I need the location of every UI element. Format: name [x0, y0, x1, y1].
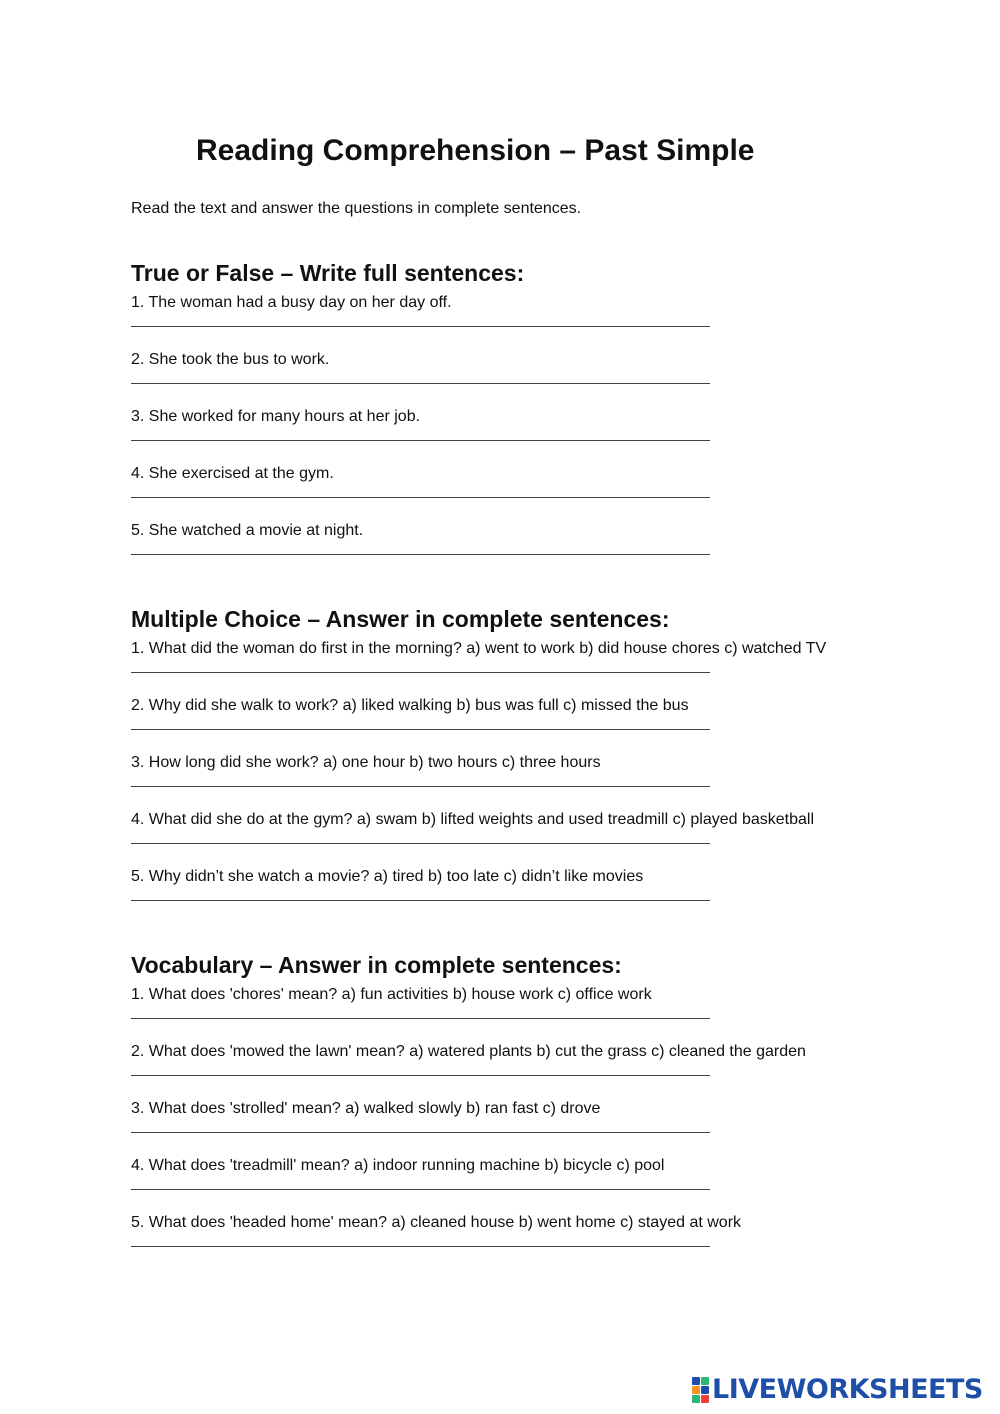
answer-input[interactable]	[131, 900, 710, 901]
question-item	[131, 1156, 911, 1213]
logo-icon-cell	[692, 1377, 700, 1385]
answer-input[interactable]	[131, 672, 710, 673]
section-multiple-choice	[131, 603, 911, 924]
answer-input[interactable]	[131, 786, 710, 787]
question-item	[131, 293, 911, 350]
question-item	[131, 1042, 911, 1099]
answer-input[interactable]	[131, 1132, 710, 1133]
question-text: 3. She worked for many hours at her job.	[131, 408, 421, 425]
question-item	[131, 985, 911, 1042]
question-item	[131, 1213, 911, 1270]
question-text: 4. What does 'treadmill' mean? a) indoor running machine b) bicycle c) pool	[131, 1157, 665, 1174]
answer-input[interactable]	[131, 554, 710, 555]
question-text: 2. Why did she walk to work? a) liked walking b) bus was full c) missed the bus	[131, 697, 689, 714]
question-item	[131, 696, 911, 753]
liveworksheets-logo-icon	[692, 1377, 709, 1403]
logo-icon-cell	[701, 1377, 709, 1385]
question-item	[131, 521, 911, 578]
section-heading: Vocabulary – Answer in complete sentences:	[131, 952, 622, 978]
question-text: 2. What does 'mowed the lawn' mean? a) watered plants b) cut the grass c) cleaned the garden	[131, 1043, 806, 1060]
question-text: 1. The woman had a busy day on her day off.	[131, 294, 452, 311]
logo-icon-cell	[692, 1386, 700, 1394]
logo-text: LIVEWORKSHEETS	[712, 1374, 983, 1405]
answer-input[interactable]	[131, 1246, 710, 1247]
section-true-false	[131, 257, 911, 578]
instructions: Read the text and answer the questions in complete sentences.	[131, 200, 582, 217]
question-item	[131, 1099, 911, 1156]
section-heading: True or False – Write full sentences:	[131, 260, 525, 286]
question-item	[131, 464, 911, 521]
answer-input[interactable]	[131, 1189, 710, 1190]
question-item	[131, 810, 911, 867]
question-item	[131, 867, 911, 924]
answer-input[interactable]	[131, 1075, 710, 1076]
section-vocabulary	[131, 949, 911, 1270]
question-item	[131, 350, 911, 407]
question-text: 4. She exercised at the gym.	[131, 465, 334, 482]
logo-icon-cell	[692, 1395, 700, 1403]
question-text: 5. Why didn’t she watch a movie? a) tired b) too late c) didn’t like movies	[131, 868, 644, 885]
logo-icon-cell	[701, 1386, 709, 1394]
liveworksheets-logo	[692, 1372, 983, 1408]
question-text: 5. She watched a movie at night.	[131, 522, 364, 539]
question-text: 2. She took the bus to work.	[131, 351, 330, 368]
question-text: 3. What does 'strolled' mean? a) walked slowly b) ran fast c) drove	[131, 1100, 601, 1117]
question-text: 4. What did she do at the gym? a) swam b) lifted weights and used treadmill c) played basketball	[131, 811, 815, 828]
question-text: 5. What does 'headed home' mean? a) cleaned house b) went home c) stayed at work	[131, 1214, 742, 1231]
answer-input[interactable]	[131, 729, 710, 730]
question-item	[131, 753, 911, 810]
answer-input[interactable]	[131, 383, 710, 384]
question-text: 1. What did the woman do first in the morning? a) went to work b) did house chores c) watched TV	[131, 640, 827, 657]
answer-input[interactable]	[131, 843, 710, 844]
page-title: Reading Comprehension – Past Simple	[196, 134, 755, 167]
question-item	[131, 639, 911, 696]
logo-icon-cell	[701, 1395, 709, 1403]
question-item	[131, 407, 911, 464]
answer-input[interactable]	[131, 326, 710, 327]
question-text: 3. How long did she work? a) one hour b) two hours c) three hours	[131, 754, 601, 771]
question-text: 1. What does 'chores' mean? a) fun activities b) house work c) office work	[131, 986, 652, 1003]
answer-input[interactable]	[131, 440, 710, 441]
answer-input[interactable]	[131, 1018, 710, 1019]
section-heading: Multiple Choice – Answer in complete sentences:	[131, 606, 670, 632]
answer-input[interactable]	[131, 497, 710, 498]
